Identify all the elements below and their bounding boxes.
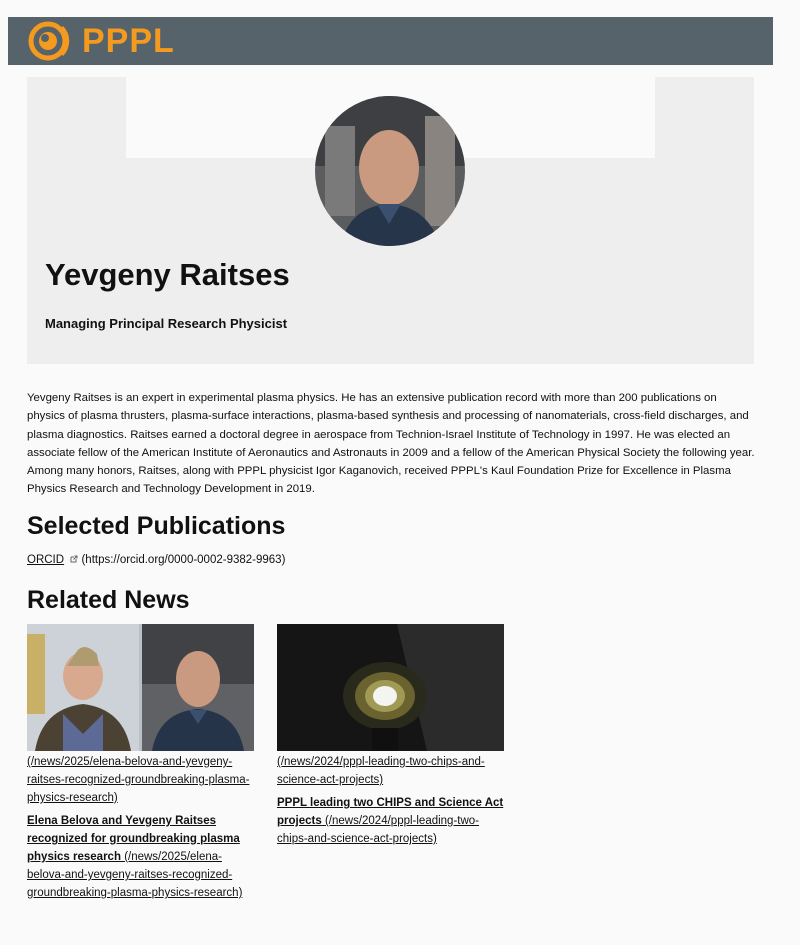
news-title: Elena Belova and Yevgeny Raitses recognized for groundbreaking plasma physics research [27, 815, 240, 863]
site-header [8, 17, 773, 65]
publications-heading: Selected Publications [27, 512, 286, 540]
news-image-url[interactable]: (/news/2024/pppl-leading-two-chips-and-science-act-projects) [277, 756, 485, 786]
news-heading: Related News [27, 586, 190, 614]
profile-bio: Yevgeny Raitses is an expert in experimental plasma physics. He has an extensive publication record with more than 200 publications on physics of plasma thrusters, plasma-surface interactions, plasma-based synthesis and processing of nanomaterials, cross-field discharges, and plasma diagnostics. Raitses earned a doctoral degree in aerospace from Technion-Israel Institute of Technology in 1997. He was elected an associate fellow of the American Institute of Aeronautics and Astronauts in 2009 and a fellow of the American Physical Society the following year. Among many honors, Raitses, along with PPPL physicist Igor Kaganovich, received PPPL's Kaul Foundation Prize for Excellence in Plasma Physics Research and Technology Development in 2019. [27, 392, 755, 496]
news-title: PPPL leading two CHIPS and Science Act projects [277, 797, 504, 827]
orcid-label: ORCID [27, 554, 65, 566]
news-image-url[interactable]: (/news/2025/elena-belova-and-yevgeny-raitses-recognized-groundbreaking-plasma-physics-research) [27, 756, 250, 804]
news-image-link[interactable] [277, 624, 504, 751]
news-photo [277, 624, 504, 751]
news-photo [27, 624, 254, 751]
orcid-link[interactable] [27, 554, 64, 566]
profile-hero [27, 77, 754, 364]
profile-name: Yevgeny Raitses [45, 257, 290, 292]
pppl-logo[interactable] [26, 17, 175, 65]
news-image-link[interactable] [27, 624, 254, 751]
news-card [27, 624, 254, 902]
news-title-link[interactable] [277, 794, 504, 848]
news-title-url: (/news/2024/pppl-leading-two-chips-and-science-act-projects) [277, 815, 480, 845]
profile-portrait [315, 96, 465, 246]
orcid-row [27, 554, 285, 566]
external-link-icon [70, 555, 78, 563]
news-title-link[interactable] [27, 812, 254, 902]
pppl-swirl-icon [26, 19, 78, 63]
logo-text: PPPL [82, 21, 175, 60]
news-title-url: (/news/2025/elena-belova-and-yevgeny-raitses-recognized-groundbreaking-plasma-physics-research) [27, 851, 243, 899]
orcid-url: (https://orcid.org/0000-0002-9382-9963) [81, 554, 286, 566]
profile-role: Managing Principal Research Physicist [45, 316, 288, 331]
news-card [277, 624, 504, 848]
